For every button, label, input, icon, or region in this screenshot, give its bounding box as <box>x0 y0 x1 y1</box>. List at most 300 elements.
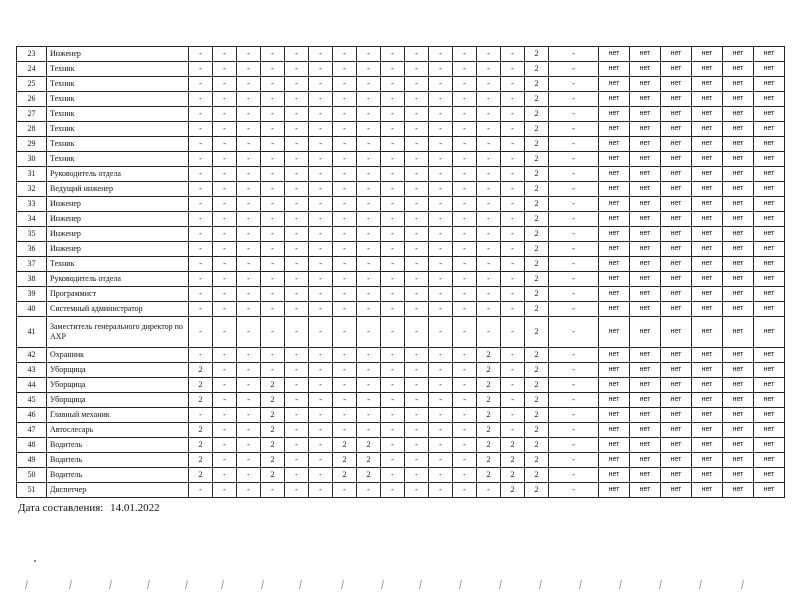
scan-mark <box>147 580 150 589</box>
factor-class-cell: - <box>237 302 261 317</box>
factor-class-cell: - <box>237 378 261 393</box>
factor-class-cell: - <box>357 393 381 408</box>
factor-class-cell: - <box>405 62 429 77</box>
factor-class-cell: - <box>261 137 285 152</box>
position-title: Техник <box>47 152 189 167</box>
flag-cell: нет <box>630 182 661 197</box>
table-row <box>17 122 785 137</box>
factor-class-cell: - <box>501 348 525 363</box>
flag-cell: нет <box>754 257 785 272</box>
flag-cell: нет <box>754 423 785 438</box>
flag-cell: нет <box>599 317 630 348</box>
row-number: 33 <box>17 197 47 212</box>
factor-class-cell: - <box>453 468 477 483</box>
scan-mark <box>499 580 502 589</box>
flag-cell: нет <box>661 483 692 498</box>
factor-class-cell: - <box>501 242 525 257</box>
factor-class-cell: - <box>285 77 309 92</box>
factor-class-cell: - <box>285 408 309 423</box>
factor-class-cell: - <box>285 483 309 498</box>
factor-class-cell: - <box>453 182 477 197</box>
row-number: 49 <box>17 453 47 468</box>
flag-cell: нет <box>754 167 785 182</box>
factor-class-cell: - <box>213 453 237 468</box>
flag-cell: нет <box>692 137 723 152</box>
factor-class-cell: - <box>309 423 333 438</box>
row-number: 50 <box>17 468 47 483</box>
factor-class-cell: - <box>549 242 599 257</box>
flag-cell: нет <box>630 152 661 167</box>
flag-cell: нет <box>630 212 661 227</box>
factor-class-cell: - <box>501 92 525 107</box>
flag-cell: нет <box>630 423 661 438</box>
flag-cell: нет <box>630 453 661 468</box>
factor-class-cell: - <box>477 302 501 317</box>
factor-class-cell: - <box>237 393 261 408</box>
table-body <box>17 47 785 498</box>
factor-class-cell: 2 <box>333 468 357 483</box>
factor-class-cell: - <box>429 242 453 257</box>
factor-class-cell: - <box>213 408 237 423</box>
factor-class-cell: - <box>501 212 525 227</box>
flag-cell: нет <box>754 348 785 363</box>
factor-class-cell: - <box>429 227 453 242</box>
row-number: 40 <box>17 302 47 317</box>
factor-class-cell: - <box>549 92 599 107</box>
factor-class-cell: - <box>333 257 357 272</box>
flag-cell: нет <box>661 62 692 77</box>
factor-class-cell: 2 <box>477 393 501 408</box>
flag-cell: нет <box>630 242 661 257</box>
factor-class-cell: - <box>261 348 285 363</box>
flag-cell: нет <box>661 408 692 423</box>
flag-cell: нет <box>754 453 785 468</box>
factor-class-cell: - <box>405 393 429 408</box>
factor-class-cell: - <box>285 212 309 227</box>
factor-class-cell: - <box>405 182 429 197</box>
flag-cell: нет <box>661 242 692 257</box>
factor-class-cell: - <box>237 317 261 348</box>
factor-class-cell: - <box>285 227 309 242</box>
factor-class-cell: 2 <box>525 272 549 287</box>
factor-class-cell: - <box>429 152 453 167</box>
factor-class-cell: - <box>357 107 381 122</box>
flag-cell: нет <box>599 468 630 483</box>
factor-class-cell: - <box>213 182 237 197</box>
factor-class-cell: - <box>429 468 453 483</box>
flag-cell: нет <box>754 77 785 92</box>
flag-cell: нет <box>692 453 723 468</box>
factor-class-cell: - <box>477 92 501 107</box>
factor-class-cell: 2 <box>357 453 381 468</box>
position-title: Уборщица <box>47 378 189 393</box>
factor-class-cell: - <box>333 47 357 62</box>
flag-cell: нет <box>692 438 723 453</box>
factor-class-cell: - <box>549 62 599 77</box>
row-number: 42 <box>17 348 47 363</box>
factor-class-cell: - <box>357 122 381 137</box>
flag-cell: нет <box>754 197 785 212</box>
factor-class-cell: - <box>501 423 525 438</box>
factor-class-cell: - <box>477 212 501 227</box>
position-title: Ведущий инженер <box>47 182 189 197</box>
row-number: 34 <box>17 212 47 227</box>
factor-class-cell: - <box>333 137 357 152</box>
position-title: Водитель <box>47 453 189 468</box>
factor-class-cell: - <box>405 212 429 227</box>
flag-cell: нет <box>630 107 661 122</box>
factor-class-cell: 2 <box>477 408 501 423</box>
flag-cell: нет <box>661 348 692 363</box>
flag-cell: нет <box>754 378 785 393</box>
compilation-date-value: 14.01.2022 <box>110 502 160 514</box>
scan-mark <box>459 580 462 589</box>
flag-cell: нет <box>723 167 754 182</box>
row-number: 45 <box>17 393 47 408</box>
factor-class-cell: 2 <box>525 453 549 468</box>
factor-class-cell: - <box>285 468 309 483</box>
scan-mark <box>699 580 702 589</box>
factor-class-cell: 2 <box>525 167 549 182</box>
flag-cell: нет <box>630 227 661 242</box>
factor-class-cell: - <box>309 272 333 287</box>
factor-class-cell: - <box>285 62 309 77</box>
factor-class-cell: - <box>309 317 333 348</box>
factor-class-cell: - <box>549 348 599 363</box>
factor-class-cell: - <box>501 302 525 317</box>
table-row <box>17 47 785 62</box>
factor-class-cell: - <box>189 242 213 257</box>
flag-cell: нет <box>661 167 692 182</box>
position-title: Уборщица <box>47 393 189 408</box>
table-row <box>17 348 785 363</box>
flag-cell: нет <box>692 348 723 363</box>
factor-class-cell: - <box>309 363 333 378</box>
factor-class-cell: - <box>309 107 333 122</box>
factor-class-cell: - <box>189 122 213 137</box>
factor-class-cell: - <box>357 423 381 438</box>
factor-class-cell: - <box>189 483 213 498</box>
flag-cell: нет <box>692 378 723 393</box>
flag-cell: нет <box>754 152 785 167</box>
factor-class-cell: - <box>429 92 453 107</box>
table-row <box>17 167 785 182</box>
factor-class-cell: - <box>405 137 429 152</box>
factor-class-cell: - <box>381 122 405 137</box>
position-title: Уборщица <box>47 363 189 378</box>
scan-mark <box>109 580 112 589</box>
factor-class-cell: - <box>429 393 453 408</box>
table-row <box>17 423 785 438</box>
factor-class-cell: - <box>237 453 261 468</box>
scan-mark <box>185 580 188 589</box>
flag-cell: нет <box>754 363 785 378</box>
flag-cell: нет <box>661 272 692 287</box>
factor-class-cell: - <box>453 378 477 393</box>
factor-class-cell: - <box>237 468 261 483</box>
factor-class-cell: - <box>213 423 237 438</box>
flag-cell: нет <box>754 242 785 257</box>
factor-class-cell: - <box>381 92 405 107</box>
position-title: Водитель <box>47 438 189 453</box>
factor-class-cell: - <box>453 257 477 272</box>
factor-class-cell: - <box>381 227 405 242</box>
factor-class-cell: - <box>357 348 381 363</box>
row-number: 24 <box>17 62 47 77</box>
table-row <box>17 257 785 272</box>
flag-cell: нет <box>630 302 661 317</box>
position-title: Программист <box>47 287 189 302</box>
scan-mark <box>221 580 224 589</box>
flag-cell: нет <box>723 182 754 197</box>
flag-cell: нет <box>754 393 785 408</box>
row-number: 27 <box>17 107 47 122</box>
flag-cell: нет <box>692 272 723 287</box>
factor-class-cell: - <box>333 378 357 393</box>
factor-class-cell: - <box>453 227 477 242</box>
factor-class-cell: - <box>237 122 261 137</box>
factor-class-cell: - <box>261 302 285 317</box>
flag-cell: нет <box>661 378 692 393</box>
flag-cell: нет <box>661 137 692 152</box>
factor-class-cell: - <box>477 182 501 197</box>
row-number: 46 <box>17 408 47 423</box>
flag-cell: нет <box>692 107 723 122</box>
row-number: 48 <box>17 438 47 453</box>
factor-class-cell: - <box>285 302 309 317</box>
flag-cell: нет <box>692 212 723 227</box>
factor-class-cell: - <box>453 92 477 107</box>
factor-class-cell: - <box>285 47 309 62</box>
flag-cell: нет <box>599 408 630 423</box>
flag-cell: нет <box>630 363 661 378</box>
factor-class-cell: - <box>213 287 237 302</box>
flag-cell: нет <box>661 302 692 317</box>
factor-class-cell: 2 <box>333 438 357 453</box>
factor-class-cell: - <box>429 77 453 92</box>
flag-cell: нет <box>661 438 692 453</box>
flag-cell: нет <box>630 468 661 483</box>
factor-class-cell: - <box>501 197 525 212</box>
factor-class-cell: - <box>453 317 477 348</box>
factor-class-cell: - <box>213 483 237 498</box>
factor-class-cell: - <box>237 257 261 272</box>
factor-class-cell: - <box>381 378 405 393</box>
factor-class-cell: 2 <box>261 438 285 453</box>
factor-class-cell: - <box>237 92 261 107</box>
factor-class-cell: - <box>549 408 599 423</box>
scan-mark <box>579 580 582 589</box>
table-row <box>17 212 785 227</box>
factor-class-cell: - <box>261 62 285 77</box>
factor-class-cell: - <box>237 62 261 77</box>
factor-class-cell: - <box>381 47 405 62</box>
factor-class-cell: 2 <box>525 393 549 408</box>
factor-class-cell: - <box>309 62 333 77</box>
factor-class-cell: 2 <box>189 363 213 378</box>
factor-class-cell: - <box>309 212 333 227</box>
table-row <box>17 242 785 257</box>
row-number: 31 <box>17 167 47 182</box>
factor-class-cell: - <box>381 468 405 483</box>
flag-cell: нет <box>723 287 754 302</box>
factor-class-cell: - <box>213 122 237 137</box>
row-number: 32 <box>17 182 47 197</box>
factor-class-cell: 2 <box>525 212 549 227</box>
flag-cell: нет <box>692 257 723 272</box>
compilation-date <box>18 502 160 514</box>
position-title: Техник <box>47 77 189 92</box>
flag-cell: нет <box>630 438 661 453</box>
factor-class-cell: - <box>453 438 477 453</box>
factor-class-cell: - <box>357 77 381 92</box>
factor-class-cell: - <box>477 483 501 498</box>
factor-class-cell: - <box>549 197 599 212</box>
factor-class-cell: 2 <box>477 468 501 483</box>
factor-class-cell: - <box>285 378 309 393</box>
row-number: 35 <box>17 227 47 242</box>
flag-cell: нет <box>723 348 754 363</box>
factor-class-cell: - <box>261 47 285 62</box>
factor-class-cell: - <box>333 272 357 287</box>
factor-class-cell: - <box>429 438 453 453</box>
factor-class-cell: - <box>405 197 429 212</box>
row-number: 41 <box>17 317 47 348</box>
flag-cell: нет <box>692 393 723 408</box>
flag-cell: нет <box>754 212 785 227</box>
factor-class-cell: - <box>357 257 381 272</box>
flag-cell: нет <box>692 363 723 378</box>
scan-edge-marks <box>0 580 800 592</box>
row-number: 51 <box>17 483 47 498</box>
factor-class-cell: - <box>429 317 453 348</box>
factor-class-cell: - <box>381 77 405 92</box>
factor-class-cell: - <box>381 62 405 77</box>
flag-cell: нет <box>599 257 630 272</box>
table-row <box>17 317 785 348</box>
factor-class-cell: - <box>357 62 381 77</box>
factor-class-cell: - <box>189 107 213 122</box>
factor-class-cell: - <box>357 378 381 393</box>
factor-class-cell: 2 <box>525 302 549 317</box>
factor-class-cell: - <box>405 152 429 167</box>
flag-cell: нет <box>661 393 692 408</box>
position-title: Диспетчер <box>47 483 189 498</box>
factor-class-cell: - <box>285 242 309 257</box>
flag-cell: нет <box>754 92 785 107</box>
position-title: Техник <box>47 107 189 122</box>
factor-class-cell: - <box>237 77 261 92</box>
row-number: 23 <box>17 47 47 62</box>
flag-cell: нет <box>630 62 661 77</box>
factor-class-cell: - <box>189 77 213 92</box>
factor-class-cell: - <box>357 182 381 197</box>
table-row <box>17 468 785 483</box>
factor-class-cell: - <box>429 47 453 62</box>
factor-class-cell: - <box>501 408 525 423</box>
factor-class-cell: 2 <box>525 182 549 197</box>
factor-class-cell: - <box>477 257 501 272</box>
factor-class-cell: - <box>501 182 525 197</box>
table-row <box>17 92 785 107</box>
position-title: Инженер <box>47 227 189 242</box>
factor-class-cell: - <box>405 317 429 348</box>
factor-class-cell: - <box>261 363 285 378</box>
flag-cell: нет <box>723 47 754 62</box>
factor-class-cell: - <box>237 227 261 242</box>
factor-class-cell: - <box>237 348 261 363</box>
factor-class-cell: - <box>213 438 237 453</box>
factor-class-cell: 2 <box>525 468 549 483</box>
factor-class-cell: - <box>453 122 477 137</box>
flag-cell: нет <box>723 152 754 167</box>
flag-cell: нет <box>692 287 723 302</box>
factor-class-cell: 2 <box>261 453 285 468</box>
factor-class-cell: - <box>501 62 525 77</box>
flag-cell: нет <box>692 227 723 242</box>
factor-class-cell: - <box>285 107 309 122</box>
factor-class-cell: - <box>333 408 357 423</box>
flag-cell: нет <box>754 438 785 453</box>
factor-class-cell: - <box>453 423 477 438</box>
factor-class-cell: - <box>213 212 237 227</box>
factor-class-cell: - <box>381 438 405 453</box>
flag-cell: нет <box>723 453 754 468</box>
factor-class-cell: - <box>261 92 285 107</box>
flag-cell: нет <box>599 348 630 363</box>
factor-class-cell: - <box>429 137 453 152</box>
factor-class-cell: - <box>501 107 525 122</box>
factor-class-cell: - <box>261 242 285 257</box>
factor-class-cell: - <box>357 47 381 62</box>
factor-class-cell: - <box>285 393 309 408</box>
factor-class-cell: 2 <box>189 453 213 468</box>
factor-class-cell: - <box>381 348 405 363</box>
factor-class-cell: - <box>405 242 429 257</box>
factor-class-cell: 2 <box>525 363 549 378</box>
factor-class-cell: - <box>285 438 309 453</box>
factor-class-cell: - <box>213 272 237 287</box>
factor-class-cell: - <box>381 423 405 438</box>
factor-class-cell: - <box>285 287 309 302</box>
factor-class-cell: - <box>261 197 285 212</box>
factor-class-cell: - <box>237 483 261 498</box>
flag-cell: нет <box>630 393 661 408</box>
factor-class-cell: - <box>549 272 599 287</box>
factor-class-cell: 2 <box>477 423 501 438</box>
factor-class-cell: - <box>429 122 453 137</box>
row-number: 47 <box>17 423 47 438</box>
factor-class-cell: - <box>429 257 453 272</box>
factor-class-cell: - <box>309 257 333 272</box>
factor-class-cell: - <box>501 317 525 348</box>
factor-class-cell: - <box>189 137 213 152</box>
row-number: 36 <box>17 242 47 257</box>
flag-cell: нет <box>599 272 630 287</box>
flag-cell: нет <box>754 107 785 122</box>
position-title: Руководитель отдела <box>47 272 189 287</box>
factor-class-cell: - <box>189 62 213 77</box>
flag-cell: нет <box>723 408 754 423</box>
flag-cell: нет <box>723 62 754 77</box>
factor-class-cell: - <box>501 257 525 272</box>
factor-class-cell: - <box>405 378 429 393</box>
position-title: Техник <box>47 92 189 107</box>
factor-class-cell: - <box>501 287 525 302</box>
flag-cell: нет <box>692 242 723 257</box>
factor-class-cell: - <box>429 408 453 423</box>
factor-class-cell: - <box>285 152 309 167</box>
